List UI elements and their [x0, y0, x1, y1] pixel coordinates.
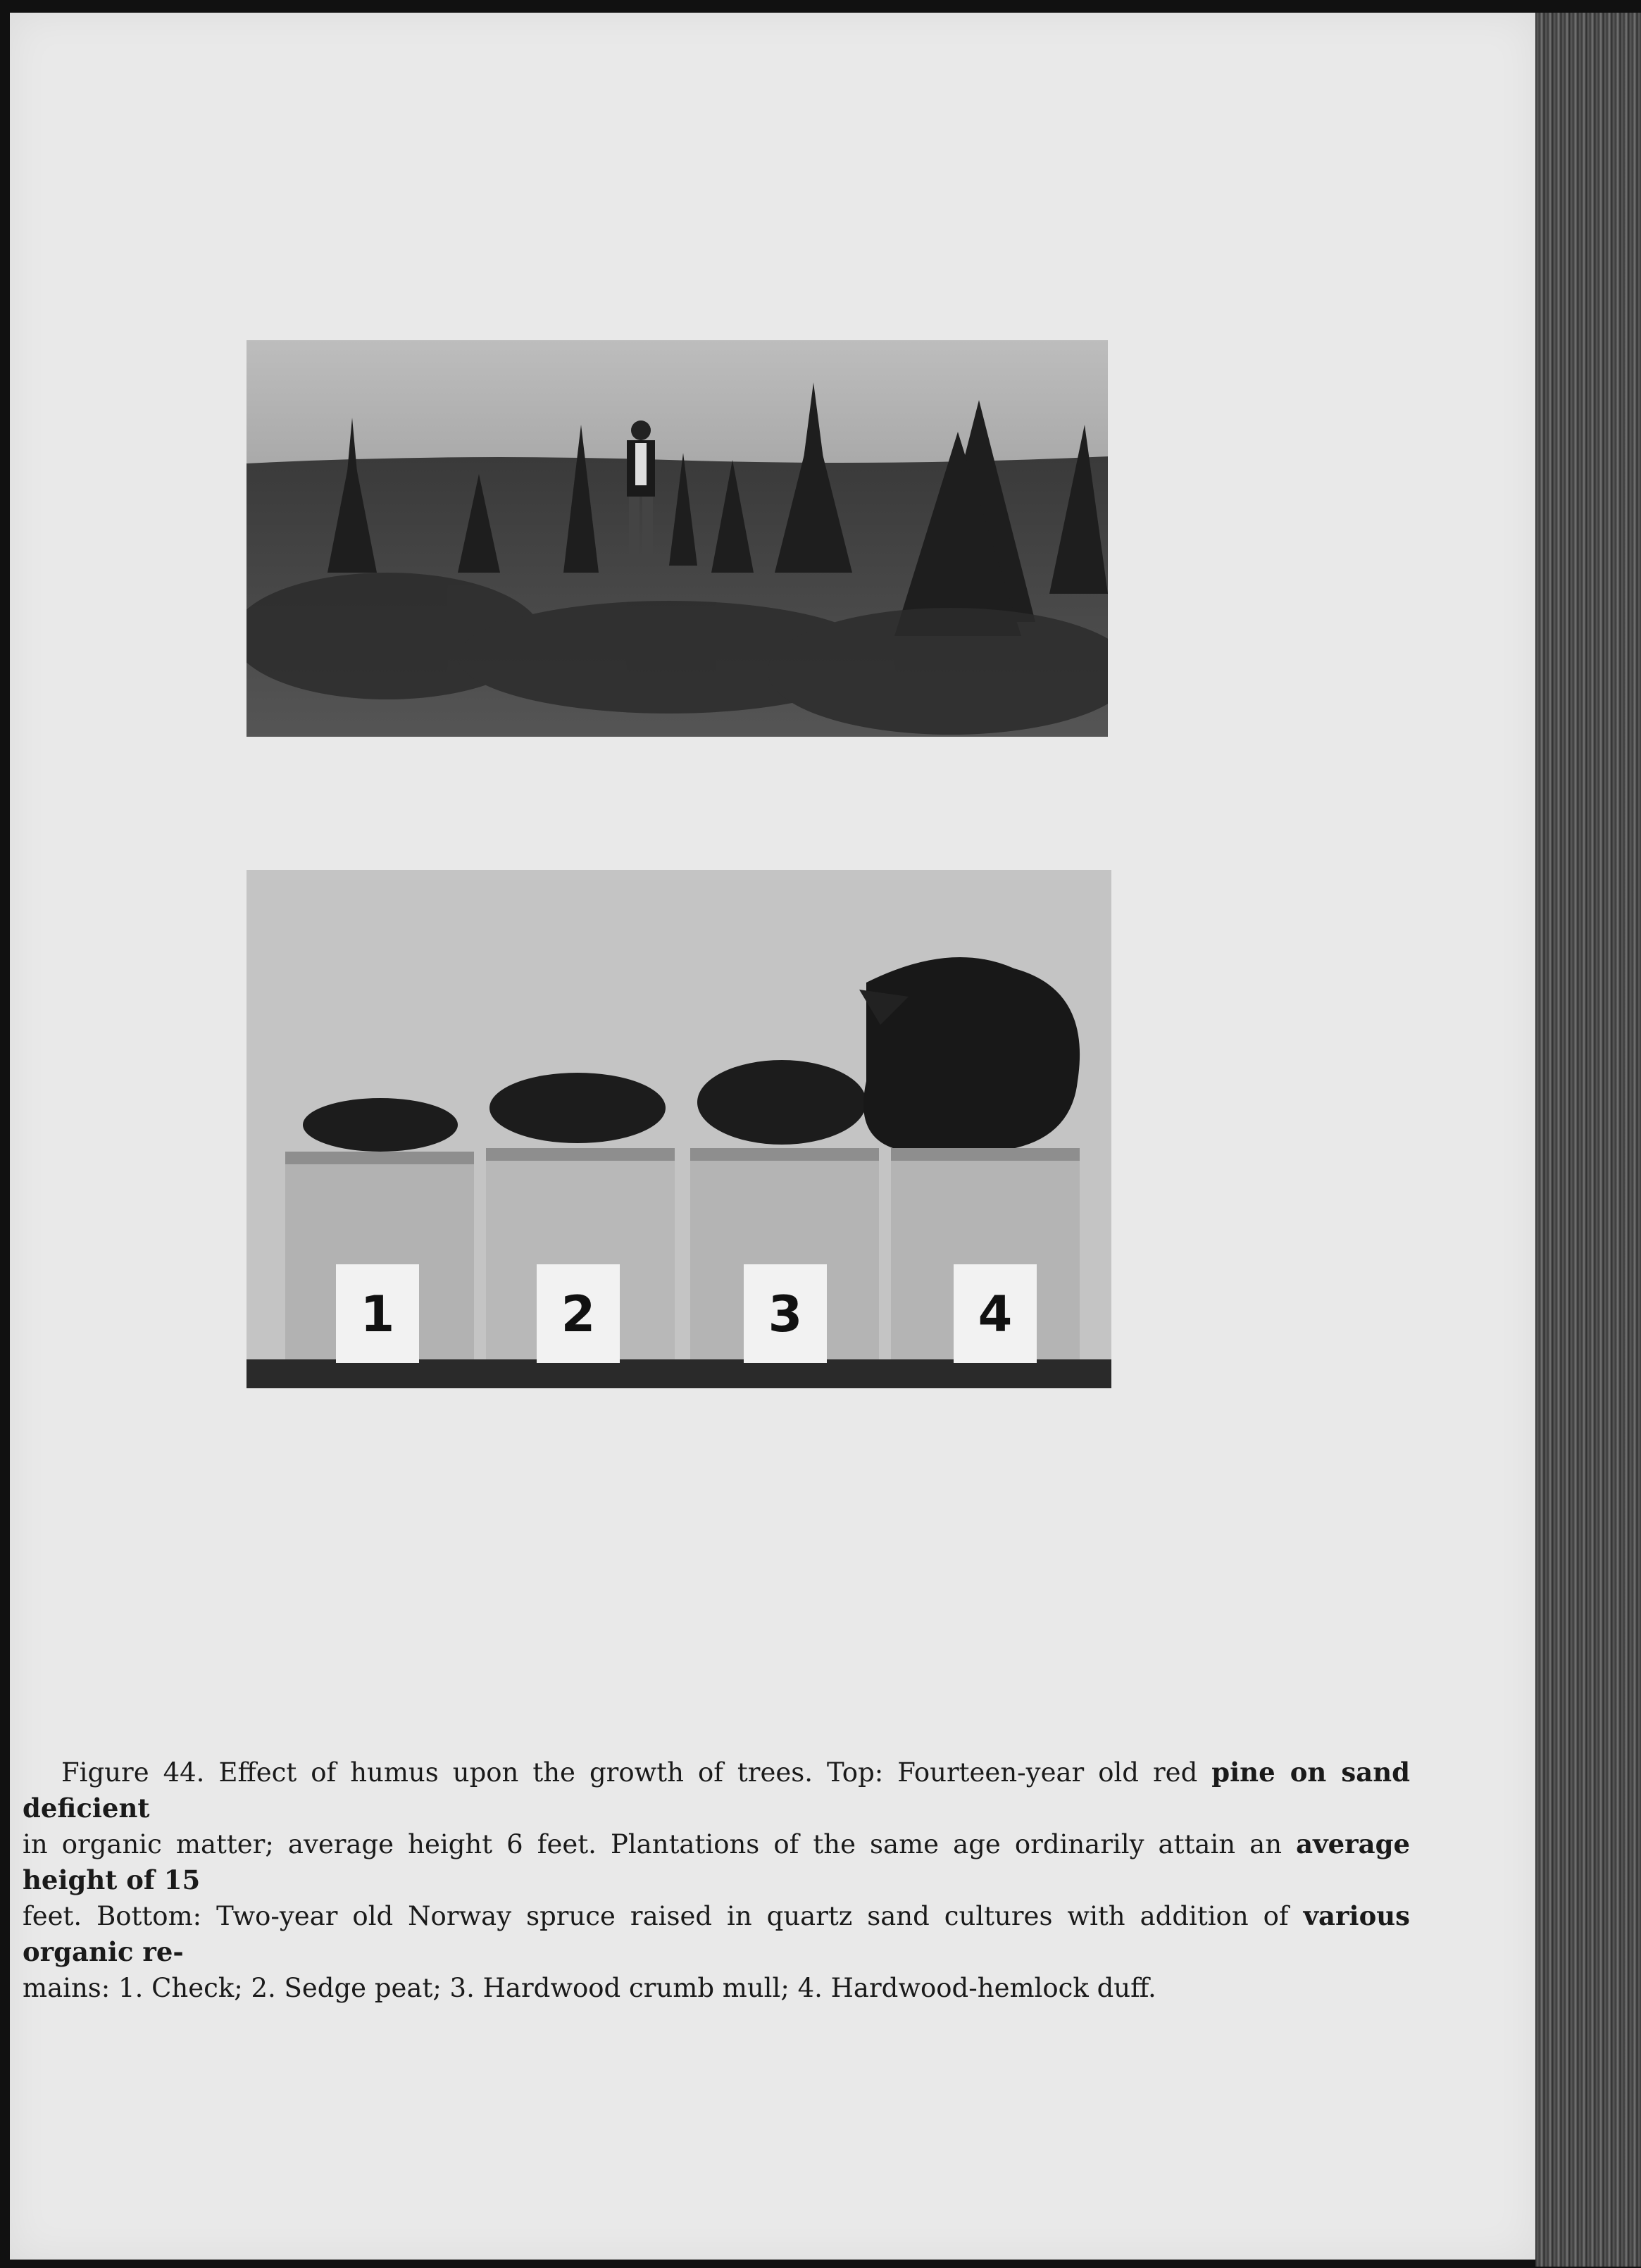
caption-line-4 [23, 1970, 1410, 2006]
pot-4 [859, 957, 1080, 1363]
photo-red-pine-plantation [247, 340, 1108, 737]
photo-spruce-pot-cultures [247, 870, 1111, 1388]
pot-label-2: 2 [561, 1285, 596, 1343]
caption-text-2b: average height of 15 [23, 1828, 1410, 1895]
pot-label-3: 3 [768, 1285, 803, 1343]
caption-text-1b: pine on sand deficient [23, 1757, 1410, 1824]
caption-line-1 [23, 1755, 1410, 1826]
pine-landscape-image [247, 340, 1108, 737]
caption-text-3a: feet. Bottom: Two-year old Norway spruce raised in quartz sand cultures with addition of [23, 1901, 1304, 1931]
book-page [10, 13, 1535, 2260]
figure-caption [23, 1755, 1410, 2006]
spruce-pots-image [247, 870, 1111, 1388]
caption-text-2a: in organic matter; average height 6 feet. Plantations of the same age ordinarily attain an [23, 1829, 1297, 1859]
caption-line-2 [23, 1826, 1410, 1898]
caption-text-3b: various organic re- [23, 1900, 1410, 1967]
caption-text-1a: Effect of humus upon the growth of trees. Top: Fourteen-year old red [218, 1757, 1212, 1788]
book-page-edges [1535, 13, 1641, 2267]
pot-label-1: 1 [360, 1285, 395, 1343]
caption-line-3 [23, 1898, 1410, 1970]
caption-text-4a: mains: 1. Check; 2. Sedge peat; 3. Hardwood crumb mull; 4. Hardwood-hemlock duff. [23, 1973, 1156, 2003]
figure-label: Figure 44. [61, 1757, 205, 1788]
pot-label-4: 4 [978, 1285, 1013, 1343]
